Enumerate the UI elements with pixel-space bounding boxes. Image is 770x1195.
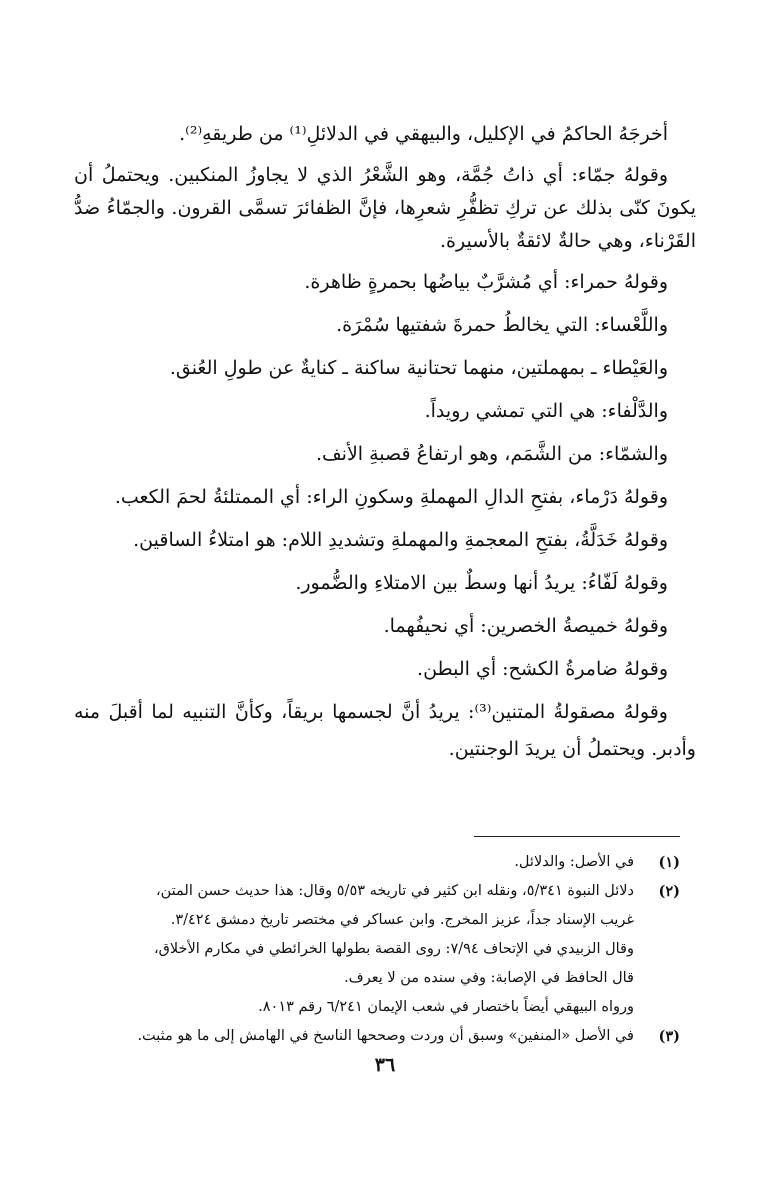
page-number: ٣٦ <box>374 1054 396 1076</box>
footnote-divider <box>474 836 680 837</box>
paragraph: وقولهُ لَفّاءُ: يريدُ أنها وسطٌ بين الامتلاءِ والضُّمور. <box>295 572 668 594</box>
footnote-line: وقال الزبيدي في الإتحاف ٧/٩٤: روى القصة بطولها الخرائطي في مكارم الأخلاق، <box>153 941 634 957</box>
footnote-line: ورواه البيهقي أيضاً باختصار في شعب الإيمان ٦/٢٤١ رقم ٨٠١٣. <box>258 999 634 1015</box>
footnote <box>74 848 680 877</box>
paragraph: وقولهُ مصقولةُ المتنين⁽³⁾: يريدُ أنَّ لجسمها بريقاً، وكأنَّ التنبيه لما أقبلَ منه وأدبر. ويحتملُ أن يريدَ الوجنتين. <box>74 701 696 760</box>
footnote-line: غريب الإسناد جداً، عزيز المخرج. وابن عساكر في مختصر تاريخ دمشق ٣/٤٢٤. <box>170 912 634 928</box>
paragraph: أخرجَهُ الحاكمُ في الإكليل، والبيهقي في الدلائلِ⁽¹⁾ من طريقهِ⁽²⁾. <box>179 123 668 145</box>
footnote <box>74 1022 680 1051</box>
paragraph: والشمّاء: من الشَّمَم، وهو ارتفاعُ قصبةِ الأنف. <box>315 443 668 465</box>
footnote-line: قال الحافظ في الإصابة: وفي سنده من لا يعرف. <box>344 970 634 986</box>
paragraph: وقولهُ جمّاء: أي ذاتُ جُمَّة، وهو الشَّعْرُ الذي لا يجاوزُ المنكبين. ويحتملُ أن يكونَ كنّى بذلك عن تركِ تظفُّرِ شعرِها، فإنَّ الظفائرَ تسمَّى القرون. والجمّاءُ ضدُّ القَرْناء، وهي حالةٌ لائقةٌ بالأسيرة. <box>74 164 696 252</box>
footnote-line: في الأصل: والدلائل. <box>514 854 634 870</box>
main-text <box>74 116 696 774</box>
paragraph: وقولهُ ضامرةُ الكشح: أي البطن. <box>417 658 668 680</box>
paragraph: والدَّلْفاء: هي التي تمشي رويداً. <box>424 400 668 422</box>
paragraph: وقولهُ دَرْماء، بفتحِ الدالِ المهملةِ وسكونِ الراء: أي الممتلئةُ لحمَ الكعب. <box>114 486 668 508</box>
footnotes <box>74 848 680 1051</box>
footnote-line: في الأصل «المنفين» وسبق أن وردت وصححها الناسخ في الهامش إلى ما هو مثبت. <box>137 1028 634 1044</box>
footnote-number: (١) <box>658 854 680 871</box>
footnote-number: (٣) <box>658 1028 680 1045</box>
footnote-number: (٢) <box>658 883 680 900</box>
paragraph: وقولهُ خَدَلَّةُ، بفتحِ المعجمةِ والمهملةِ وتشديدِ اللام: هو امتلاءُ الساقين. <box>133 529 668 551</box>
paragraph: والعَيْطاء ـ بمهملتين، منهما تحتانية ساكنة ـ كنايةٌ عن طولِ العُنق. <box>169 357 668 379</box>
footnote-line: دلائل النبوة ٥/٣٤١، ونقله ابن كثير في تاريخه ٥/٥٣ وقال: هذا حديث حسن المتن، <box>155 883 634 899</box>
footnote <box>74 877 680 1022</box>
paragraph: وقولهُ خميصةُ الخصرين: أي نحيفُهما. <box>383 615 668 637</box>
paragraph: وقولهُ حمراء: أي مُشرَّبٌ بياضُها بحمرةٍ ظاهرة. <box>304 271 668 293</box>
paragraph: واللَّعْساء: التي يخالطُ حمرةَ شفتيها سُمْرَة. <box>336 314 668 336</box>
